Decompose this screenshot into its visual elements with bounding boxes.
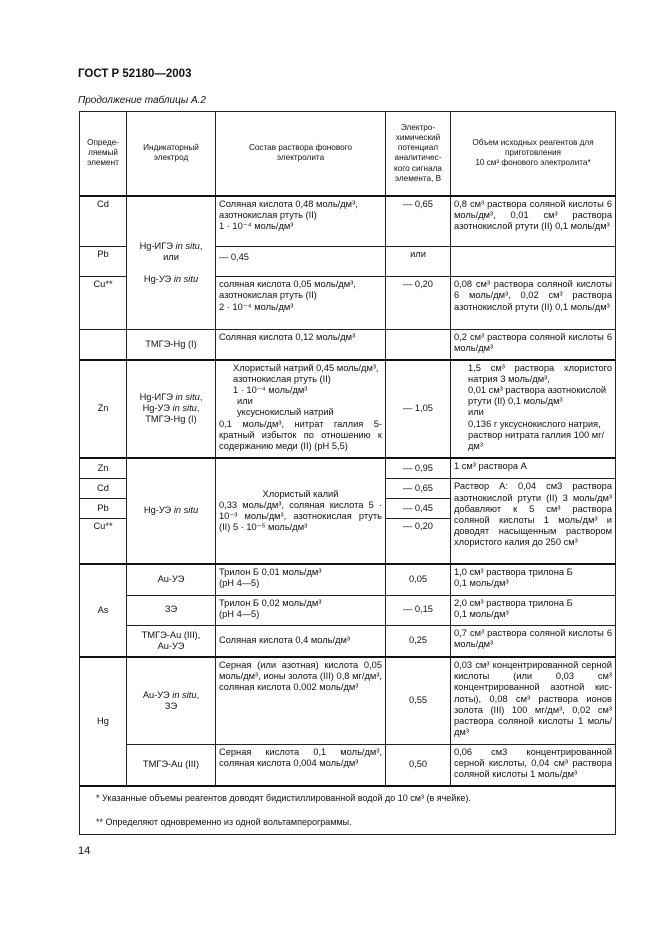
potential-cell: — 0,20 xyxy=(386,277,451,330)
element-cell: Cu** xyxy=(80,519,127,564)
element-cell: Zn xyxy=(80,360,127,458)
electrode-cell: Hg-ИГЭ in situ, Hg-УЭ in situ, ТМГЭ-Hg (I) xyxy=(127,360,216,458)
potential-cell: — 0,20 xyxy=(386,519,451,564)
electrode-cell: Hg-УЭ in situ xyxy=(127,458,216,564)
table-row xyxy=(80,744,616,786)
element-cell: As xyxy=(80,564,127,657)
electrode-text: Hg-ИГЭ in situ, xyxy=(139,241,203,252)
table-row xyxy=(80,330,616,360)
page-number: 14 xyxy=(78,845,91,857)
electrode-text: Hg-УЭ in situ xyxy=(143,273,199,284)
potential-cell: 0,55 xyxy=(386,657,451,744)
volume-cell: 0,7 см³ раствора соляной кислоты 6 моль/дм³ xyxy=(451,625,616,657)
table-row xyxy=(80,360,616,458)
potential-cell: 0,05 xyxy=(386,564,451,595)
element-cell: Hg xyxy=(80,657,127,786)
table-header-row xyxy=(80,112,616,196)
composition-text: уксуснокислый натрий xyxy=(237,407,334,418)
volume-cell: 2,0 см³ раствора трилона Б 0,1 моль/дм³ xyxy=(451,595,616,625)
table-row xyxy=(80,458,616,479)
potential-cell: — 0,45 xyxy=(386,499,451,519)
composition-or: или xyxy=(237,396,253,407)
electrode-cell: ТМГЭ-Au (III), Au-УЭ xyxy=(127,625,216,657)
volume-text: 0,01 см³ раствора азотнокислой ртути (II) 0,1 моль/дм³ xyxy=(468,385,607,407)
volume-cell: Раствор А: 0,04 см3 раствора азотнокислой ртути (II) 3 моль/дм³ добавляют к 5 см³ раствора соляной кислоты 1 моль/дм³ и доводят насыщенным раствором хлористого калия до 250 см³ xyxy=(451,479,616,564)
element-cell: Pb xyxy=(80,247,127,277)
composition-cell: соляная кислота 0,05 моль/дм³, азотнокислая ртуть (II) 2 · 10⁻⁴ моль/дм³ xyxy=(216,277,386,330)
reagents-table xyxy=(79,111,616,835)
table-row xyxy=(80,564,616,595)
footnote-row xyxy=(80,786,616,810)
composition-text: Хлористый натрий 0,45 моль/дм³, азотнокислая ртуть (II) 1 · 10⁻⁴ моль/дм³ xyxy=(233,362,379,396)
table-row xyxy=(80,657,616,744)
volume-cell: 1 см³ раствора А xyxy=(451,458,616,479)
volume-cell: 0,06 см3 концентрированной серной кислоты, 0,04 см³ раствора соляной кислоты 1 моль/дм³ xyxy=(451,744,616,786)
potential-cell xyxy=(386,330,451,360)
potential-cell: — 1,05 xyxy=(386,360,451,458)
composition-cell xyxy=(216,458,386,564)
header-potential: Электро- химический потенциал аналитичес- кого сигнала элемента, В xyxy=(386,112,451,196)
composition-cell: Серная (или азотная) кислота 0,05 моль/дм³, ионы золота (III) 0,8 мг/дм³, соляная кислота 0,002 моль/дм³ xyxy=(216,657,386,744)
volume-text: 1,5 см³ раствора хлористого натрия 3 моль/дм³, xyxy=(468,362,612,384)
header-volume: Объем исходных реагентов для приготовления 10 см³ фонового электролита* xyxy=(451,112,616,196)
potential-cell: 0,50 xyxy=(386,744,451,786)
element-cell: Cd xyxy=(80,479,127,499)
volume-cell: 1,0 см³ раствора трилона Б 0,1 моль/дм³ xyxy=(451,564,616,595)
electrode-cell: Au-УЭ in situ, ЗЭ xyxy=(127,657,216,744)
element-cell: Cu** xyxy=(80,277,127,330)
volume-cell: 0,8 см³ раствора соляной кислоты 6 моль/дм³, 0,01 см³ раствора азотнокислой ртути (II) 0,1 моль/дм³ xyxy=(451,196,616,247)
electrode-cell: ТМГЭ-Hg (I) xyxy=(127,330,216,360)
composition-cell: Серная кислота 0,1 моль/дм³, соляная кислота 0,004 моль/дм³ xyxy=(216,744,386,786)
volume-text: 0,136 г уксуснокислого натрия, раствор нитрата галлия 100 мг/дм³ xyxy=(468,418,605,451)
element-cell: Cd xyxy=(80,196,127,247)
volume-cell xyxy=(451,247,616,277)
composition-cell: Соляная кислота 0,48 моль/дм³, азотнокислая ртуть (II) 1 · 10⁻⁴ моль/дм³ xyxy=(216,196,386,247)
volume-cell: 0,08 см³ раствора соляной кислоты 6 моль/дм³, 0,02 см³ раствора азотнокислой ртути (II) 0,1 моль/дм³ xyxy=(451,277,616,330)
element-cell xyxy=(80,330,127,360)
composition-cell: Соляная кислота 0,12 моль/дм³ xyxy=(216,330,386,360)
table-row xyxy=(80,595,616,625)
composition-text: 0,1 моль/дм³, нитрат галлия 5-кратный избыток по отношению к содержанию меди (II) (pH 5,5) xyxy=(219,418,382,451)
electrode-cell: ЗЭ xyxy=(127,595,216,625)
volume-cell xyxy=(451,360,616,458)
electrode-or: или xyxy=(163,252,179,263)
header-electrode: Индикаторный электрод xyxy=(127,112,216,196)
volume-cell: 0,03 см³ концентрированной серной кислоты (или 0,03 см³ концентрированной азотной кис-лоты), 0,08 см³ раствора ионов золота (III) 100 мг/дм³, 0,02 см³ раствора соляной кислоты 1 моль/дм³ xyxy=(451,657,616,744)
footnote-row xyxy=(80,810,616,834)
composition-cell: — 0,45 xyxy=(216,247,386,277)
composition-cell: Соляная кислота 0,4 моль/дм³ xyxy=(216,625,386,657)
composition-cell xyxy=(216,360,386,458)
header-element: Опреде- ляемый элемент xyxy=(80,112,127,196)
potential-cell: — 0,15 xyxy=(386,595,451,625)
electrode-cell: ТМГЭ-Au (III) xyxy=(127,744,216,786)
potential-cell: — 0,65 xyxy=(386,479,451,499)
composition-cell: Трилон Б 0,01 моль/дм³ (pH 4—5) xyxy=(216,564,386,595)
electrode-cell xyxy=(127,196,216,330)
composition-text: Хлористый калий xyxy=(262,488,339,499)
potential-cell: — 0,65 xyxy=(386,196,451,247)
table-row xyxy=(80,625,616,657)
table-continuation-caption: Продолжение таблицы А.2 xyxy=(78,95,206,106)
table-row xyxy=(80,196,616,247)
header-composition: Состав раствора фонового электролита xyxy=(216,112,386,196)
volume-or: или xyxy=(468,407,484,418)
footnote-simultaneous: ** Определяют одновременно из одной вольтамперограммы. xyxy=(80,810,616,834)
composition-cell: Трилон Б 0,02 моль/дм³ (pH 4—5) xyxy=(216,595,386,625)
electrode-cell: Au-УЭ xyxy=(127,564,216,595)
composition-text: 0,33 моль/дм³, соляная кислота 5 · 10⁻³ моль/дм³, азотнокислая ртуть (II) 5 · 10⁻⁵ моль/дм³ xyxy=(219,499,382,533)
volume-cell: 0,2 см³ раствора соляной кислоты 6 моль/дм³ xyxy=(451,330,616,360)
document-header: ГОСТ Р 52180—2003 xyxy=(78,68,192,80)
element-cell: Pb xyxy=(80,499,127,519)
potential-cell: или xyxy=(386,247,451,277)
potential-cell: 0,25 xyxy=(386,625,451,657)
element-cell: Zn xyxy=(80,458,127,479)
potential-cell: — 0,95 xyxy=(386,458,451,479)
footnote-volumes: * Указанные объемы реагентов доводят бидистиллированной водой до 10 см³ (в ячейке). xyxy=(80,786,616,810)
